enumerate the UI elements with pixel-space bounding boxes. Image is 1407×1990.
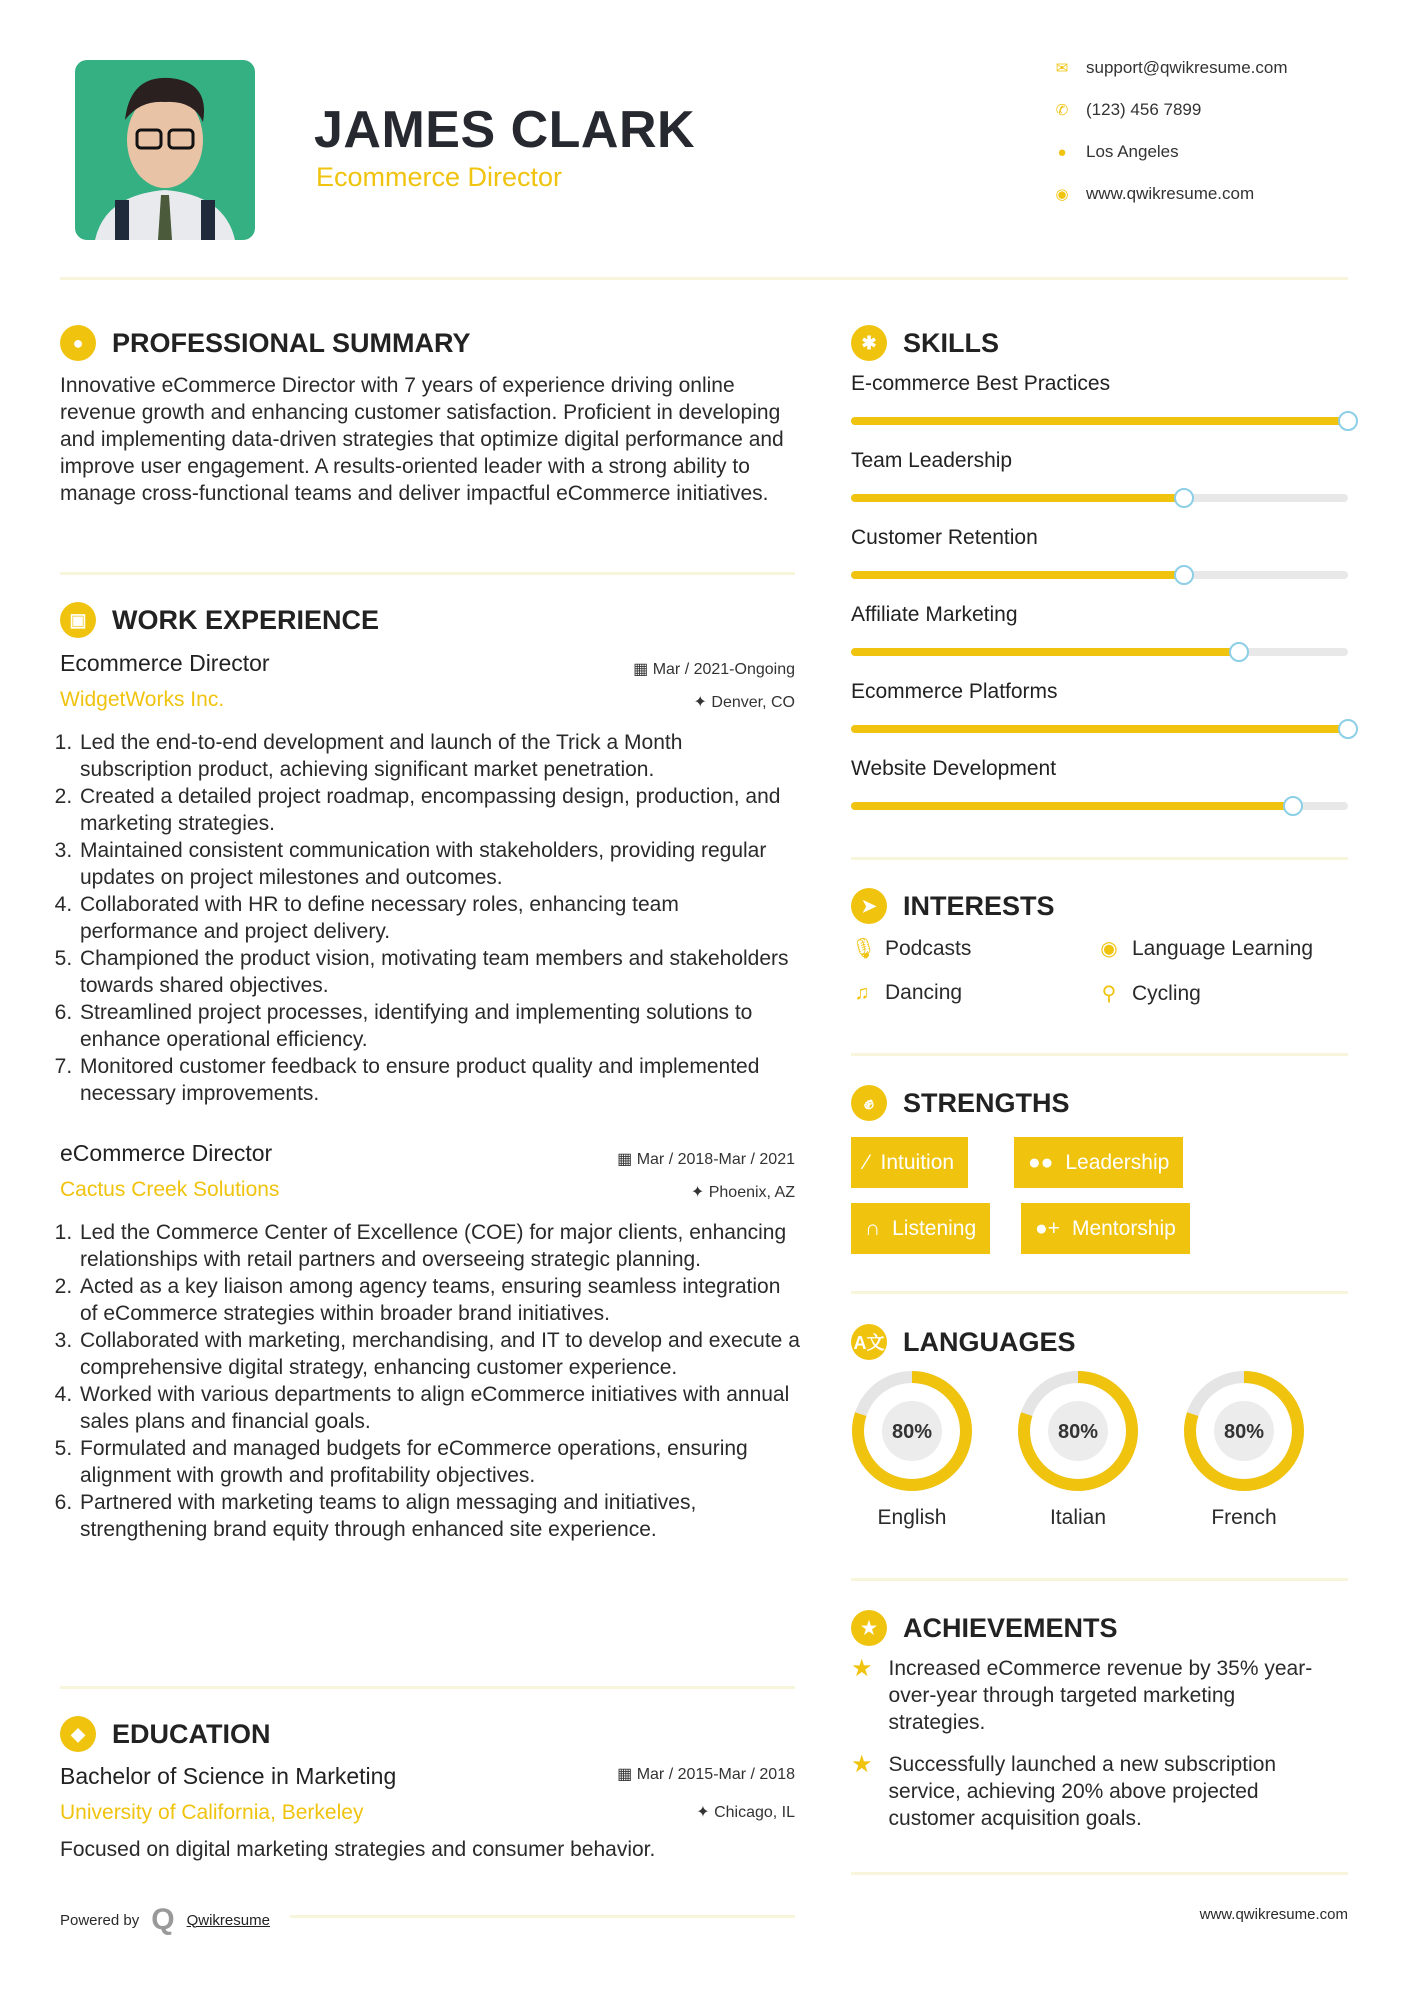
interests-heading: ➤ INTERESTS [851,888,1055,924]
list-item: 5. Formulated and managed budgets for eCommerce operations, ensuring alignment with growth and profitability objectives. [78,1435,800,1489]
microphone-icon: 🎙︎ [851,938,877,960]
strengths-heading: ✊︎ STRENGTHS [851,1085,1070,1121]
contact-text: Los Angeles [1086,142,1179,161]
list-item: 6. Streamlined project processes, identifying and implementing solutions to enhance operational efficiency. [78,999,800,1053]
divider [851,857,1348,860]
job-company: WidgetWorks Inc. [60,688,225,711]
divider [851,1578,1348,1581]
skill-bar-fill [851,494,1184,502]
language-donut [1183,1370,1305,1492]
strength-chip: ●● Leadership [1014,1137,1183,1188]
skill-label: Customer Retention [851,526,1038,549]
list-item: 4. Collaborated with HR to define necessary roles, enhancing team performance and project delivery. [78,891,800,945]
contact-text: support@qwikresume.com [1086,58,1288,77]
strength-chip: ∩ Listening [851,1203,990,1254]
qwikresume-logo-icon: Q [151,1903,175,1936]
pin-icon: ✦ [693,694,712,711]
list-item: 7. Monitored customer feedback to ensure product quality and implemented necessary improvements. [78,1053,800,1107]
footer-url[interactable]: www.qwikresume.com [1199,1906,1348,1923]
skill-label: Website Development [851,757,1057,780]
list-item: 1. Led the end-to-end development and launch of the Trick a Month subscription product, achieving significant market penetration. [78,729,800,783]
list-item: 4. Worked with various departments to align eCommerce initiatives with annual sales plans and financial goals. [78,1381,800,1435]
list-item: 2. Acted as a key liaison among agency teams, ensuring seamless integration of eCommerce strategies within broader brand initiatives. [78,1273,800,1327]
skill-bar-knob [1174,488,1194,508]
interest-item: 🎙︎ Podcasts [851,936,972,960]
divider [60,1686,795,1689]
magic-wand-icon: ⁄ [865,1150,869,1174]
map-pin-icon: ● [1057,143,1067,161]
interest-item: ♫ Dancing [851,981,962,1005]
skill-label: Ecommerce Platforms [851,680,1058,703]
contact-website[interactable] [1052,184,1254,204]
degree: Bachelor of Science in Marketing [60,1763,397,1789]
candidate-title: Ecommerce Director [316,162,563,192]
divider [60,277,1348,280]
work-heading: ▣ WORK EXPERIENCE [60,602,379,638]
language-label: Italian [1049,1506,1107,1529]
graduation-icon: ◆ [60,1716,96,1752]
star-icon: ★ [851,1655,873,1682]
job-location: ✦ Phoenix, AZ [690,1184,795,1201]
edu-dates: ▦ Mar / 2015-Mar / 2018 [617,1766,795,1783]
donut-percent: 80% [1057,1421,1099,1443]
calendar-icon: ▦ [617,1766,637,1783]
bicycle-icon: ⚲ [1101,983,1117,1005]
edu-description: Focused on digital marketing strategies and consumer behavior. [60,1838,656,1861]
phone-icon: ✆ [1055,102,1069,119]
job-dates: ▦ Mar / 2021-Ongoing [633,661,795,678]
divider [851,1872,1348,1875]
candidate-name: JAMES CLARK [314,101,696,159]
skill-bar [851,725,1348,733]
strength-chip: ●+ Mentorship [1021,1203,1190,1254]
language-donut [851,1370,973,1492]
skill-bar-fill [851,571,1184,579]
qwikresume-link[interactable]: Qwikresume [186,1911,270,1929]
divider [60,572,795,575]
skill-bar-fill [851,417,1348,425]
list-item: 6. Partnered with marketing teams to align messaging and initiatives, strengthening brand equity through enhanced site experience. [78,1489,800,1543]
skill-bar-fill [851,725,1348,733]
contact-phone [1052,100,1201,120]
interest-item: ◉ Language Learning [1098,936,1313,961]
skill-label: Affiliate Marketing [851,603,1018,626]
contact-text: (123) 456 7899 [1086,100,1202,119]
skill-bar [851,648,1348,656]
profile-photo [75,60,255,240]
briefcase-icon: ▣ [60,602,96,638]
paper-plane-icon: ➤ [851,888,887,924]
edu-location: ✦ Chicago, IL [696,1804,795,1821]
skill-bar [851,802,1348,810]
interest-item: ⚲ Cycling [1098,981,1201,1006]
fist-icon: ✊︎ [851,1085,887,1121]
globe-icon: ◉ [1055,186,1069,203]
achievement-item: ★ Successfully launched a new subscription service, achieving 20% above projected customer acquisition goals. [851,1751,1277,1830]
job-location: ✦ Denver, CO [693,694,795,711]
summary-text: Innovative eCommerce Director with 7 years of experience driving online revenue growth and enhancing customer satisfaction. Proficient in developing and implementing data-driven strategies that optimize digital performance and improve user engagement. A results-oriented leader with a strong ability to manage cross-functional teams and deliver impactful eCommerce initiatives. [60,374,784,505]
skill-bar [851,571,1348,579]
list-item: 5. Championed the product vision, motivating team members and stakeholders towards shared objectives. [78,945,800,999]
contact-location [1052,142,1179,162]
skills-heading: ✱ SKILLS [851,325,999,361]
divider [851,1291,1348,1294]
list-item: 1. Led the Commerce Center of Excellence (COE) for major clients, enhancing relationships with retail partners and overseeing strategic planning. [78,1219,800,1273]
job-dates: ▦ Mar / 2018-Mar / 2021 [617,1151,795,1168]
skill-label: Team Leadership [851,449,1013,472]
education-heading: ◆ EDUCATION [60,1716,271,1752]
strength-chip: ⁄ Intuition [851,1137,968,1188]
globe-icon: ◉ [1100,938,1118,960]
contact-text: www.qwikresume.com [1086,184,1255,203]
language-donut [1017,1370,1139,1492]
user-icon: ● [60,325,96,361]
users-icon: ●● [1028,1150,1054,1174]
language-label: English [877,1506,947,1529]
calendar-icon: ▦ [617,1151,637,1168]
star-icon: ★ [851,1751,873,1778]
divider [851,1053,1348,1056]
list-item: 3. Collaborated with marketing, merchandising, and IT to develop and execute a comprehensive digital strategy, enhancing customer experience. [78,1327,800,1381]
achievements-heading: ★ ACHIEVEMENTS [851,1610,1118,1646]
skill-bar [851,417,1348,425]
envelope-icon: ✉ [1055,60,1069,77]
skill-bar-fill [851,648,1239,656]
list-item: 2. Created a detailed project roadmap, encompassing design, production, and marketing strategies. [78,783,800,837]
skill-bar [851,494,1348,502]
headphones-icon: ∩ [865,1216,881,1240]
divider [290,1915,795,1918]
calendar-icon: ▦ [633,661,653,678]
job-title: eCommerce Director [60,1140,273,1166]
skill-bar-knob [1338,719,1358,739]
job-duties [60,1219,800,1543]
job-company: Cactus Creek Solutions [60,1178,280,1201]
language-icon: A文 [851,1324,887,1360]
skill-bar-knob [1338,411,1358,431]
donut-percent: 80% [1223,1421,1265,1443]
user-plus-icon: ●+ [1035,1216,1060,1240]
pin-icon: ✦ [690,1184,709,1201]
list-item: 3. Maintained consistent communication with stakeholders, providing regular updates on project milestones and outcomes. [78,837,800,891]
star-icon: ★ [851,1610,887,1646]
language-label: French [1211,1506,1277,1529]
skill-label: E-commerce Best Practices [851,372,1111,395]
skill-bar-fill [851,802,1293,810]
footer-powered: Powered by Q Qwikresume [60,1903,270,1936]
skill-bar-knob [1229,642,1249,662]
skill-bar-knob [1174,565,1194,585]
languages-heading: A文 LANGUAGES [851,1324,1076,1360]
school: University of California, Berkeley [60,1801,364,1824]
music-icon: ♫ [854,981,870,1004]
skill-bar-knob [1283,796,1303,816]
pin-icon: ✦ [696,1804,715,1821]
achievement-item: ★ Increased eCommerce revenue by 35% year-over-year through targeted marketing strategies. [851,1655,1313,1734]
donut-percent: 80% [891,1421,933,1443]
job-duties [60,729,800,1107]
summary-heading: ● PROFESSIONAL SUMMARY [60,325,471,361]
lightbulb-icon: ✱ [851,325,887,361]
job-title: Ecommerce Director [60,650,270,676]
contact-email[interactable] [1052,58,1288,78]
